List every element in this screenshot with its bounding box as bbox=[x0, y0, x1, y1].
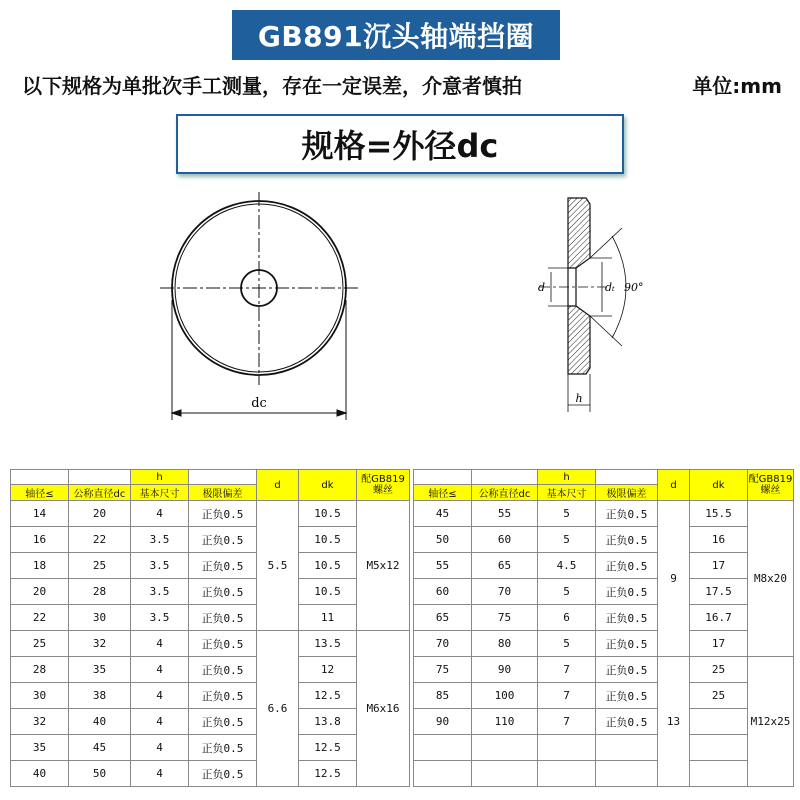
table-row: 16 22 3.5 正负0.5 10.5 bbox=[11, 527, 410, 553]
table-row: 20 28 3.5 正负0.5 10.5 bbox=[11, 579, 410, 605]
col-shaft-header: 轴径≤ bbox=[11, 485, 69, 501]
col-shaft-header: 轴径≤ bbox=[414, 485, 472, 501]
table-row: 32 40 4 正负0.5 13.8 bbox=[11, 709, 410, 735]
table-row: 90 110 7 正负0.5 bbox=[414, 709, 794, 735]
d-label: d bbox=[537, 281, 545, 294]
unit-label: 单位:mm bbox=[692, 74, 782, 98]
table-row: 35 45 4 正负0.5 12.5 bbox=[11, 735, 410, 761]
col-dk-header: dk bbox=[299, 470, 357, 501]
col-dk-header: dk bbox=[690, 470, 748, 501]
col-dc-header: 公称直径dc bbox=[69, 485, 131, 501]
table-row: 55 65 4.5 正负0.5 17 bbox=[414, 553, 794, 579]
table-row: 22 30 3.5 正负0.5 11 bbox=[11, 605, 410, 631]
front-view bbox=[160, 192, 360, 420]
table-row: 28 35 4 正负0.5 12 bbox=[11, 657, 410, 683]
table-row: 18 25 3.5 正负0.5 10.5 bbox=[11, 553, 410, 579]
angle-label: 90° bbox=[624, 281, 644, 294]
col-screw-header: 配GB819 螺丝 bbox=[748, 470, 794, 501]
table-row: 40 50 4 正负0.5 12.5 bbox=[11, 761, 410, 787]
table-row: 75 90 7 正负0.5 13 25 M12x25 bbox=[414, 657, 794, 683]
table-row: 65 75 6 正负0.5 16.7 bbox=[414, 605, 794, 631]
table-row bbox=[414, 735, 794, 761]
table-row: 25 32 4 正负0.5 6.6 13.5 M6x16 bbox=[11, 631, 410, 657]
table-row: 30 38 4 正负0.5 12.5 bbox=[11, 683, 410, 709]
d-group-cell: 9 bbox=[658, 501, 690, 657]
col-h-header: h bbox=[131, 470, 189, 485]
page-title: GB891沉头轴端挡圈 bbox=[232, 10, 560, 60]
d-group-cell: 13 bbox=[658, 657, 690, 787]
col-screw-header: 配GB819 螺丝 bbox=[357, 470, 410, 501]
section-view bbox=[537, 198, 626, 412]
d-group-cell: 6.6 bbox=[257, 631, 299, 787]
col-tol-header: 极限偏差 bbox=[596, 485, 658, 501]
table-row: 45 55 5 正负0.5 9 15.5 M8x20 bbox=[414, 501, 794, 527]
col-d-header: d bbox=[257, 470, 299, 501]
col-h-header: h bbox=[538, 470, 596, 485]
spec-box: 规格=外径dc bbox=[176, 114, 624, 174]
h-label: h bbox=[575, 392, 583, 405]
d-group-cell: 5.5 bbox=[257, 501, 299, 631]
col-basic-header: 基本尺寸 bbox=[131, 485, 189, 501]
spec-table-left bbox=[10, 469, 410, 787]
measurement-note: 以下规格为单批次手工测量，存在一定误差，介意者慎拍 bbox=[22, 74, 522, 98]
table-row: 60 70 5 正负0.5 17.5 bbox=[414, 579, 794, 605]
screw-group-cell: M12x25 bbox=[748, 657, 794, 787]
spec-table-right bbox=[413, 469, 794, 787]
table-row: 85 100 7 正负0.5 25 bbox=[414, 683, 794, 709]
col-tol-header: 极限偏差 bbox=[189, 485, 257, 501]
table-row: 14 20 4 正负0.5 5.5 10.5 M5x12 bbox=[11, 501, 410, 527]
col-dc-header: 公称直径dc bbox=[472, 485, 538, 501]
screw-group-cell: M5x12 bbox=[357, 501, 410, 631]
table-row: 50 60 5 正负0.5 16 bbox=[414, 527, 794, 553]
col-basic-header: 基本尺寸 bbox=[538, 485, 596, 501]
col-d-header: d bbox=[658, 470, 690, 501]
dc-dimension-label: dc bbox=[251, 396, 267, 411]
dt-label: dₜ bbox=[605, 281, 615, 294]
table-row: 70 80 5 正负0.5 17 bbox=[414, 631, 794, 657]
screw-group-cell: M8x20 bbox=[748, 501, 794, 657]
screw-group-cell: M6x16 bbox=[357, 631, 410, 787]
table-row bbox=[414, 761, 794, 787]
